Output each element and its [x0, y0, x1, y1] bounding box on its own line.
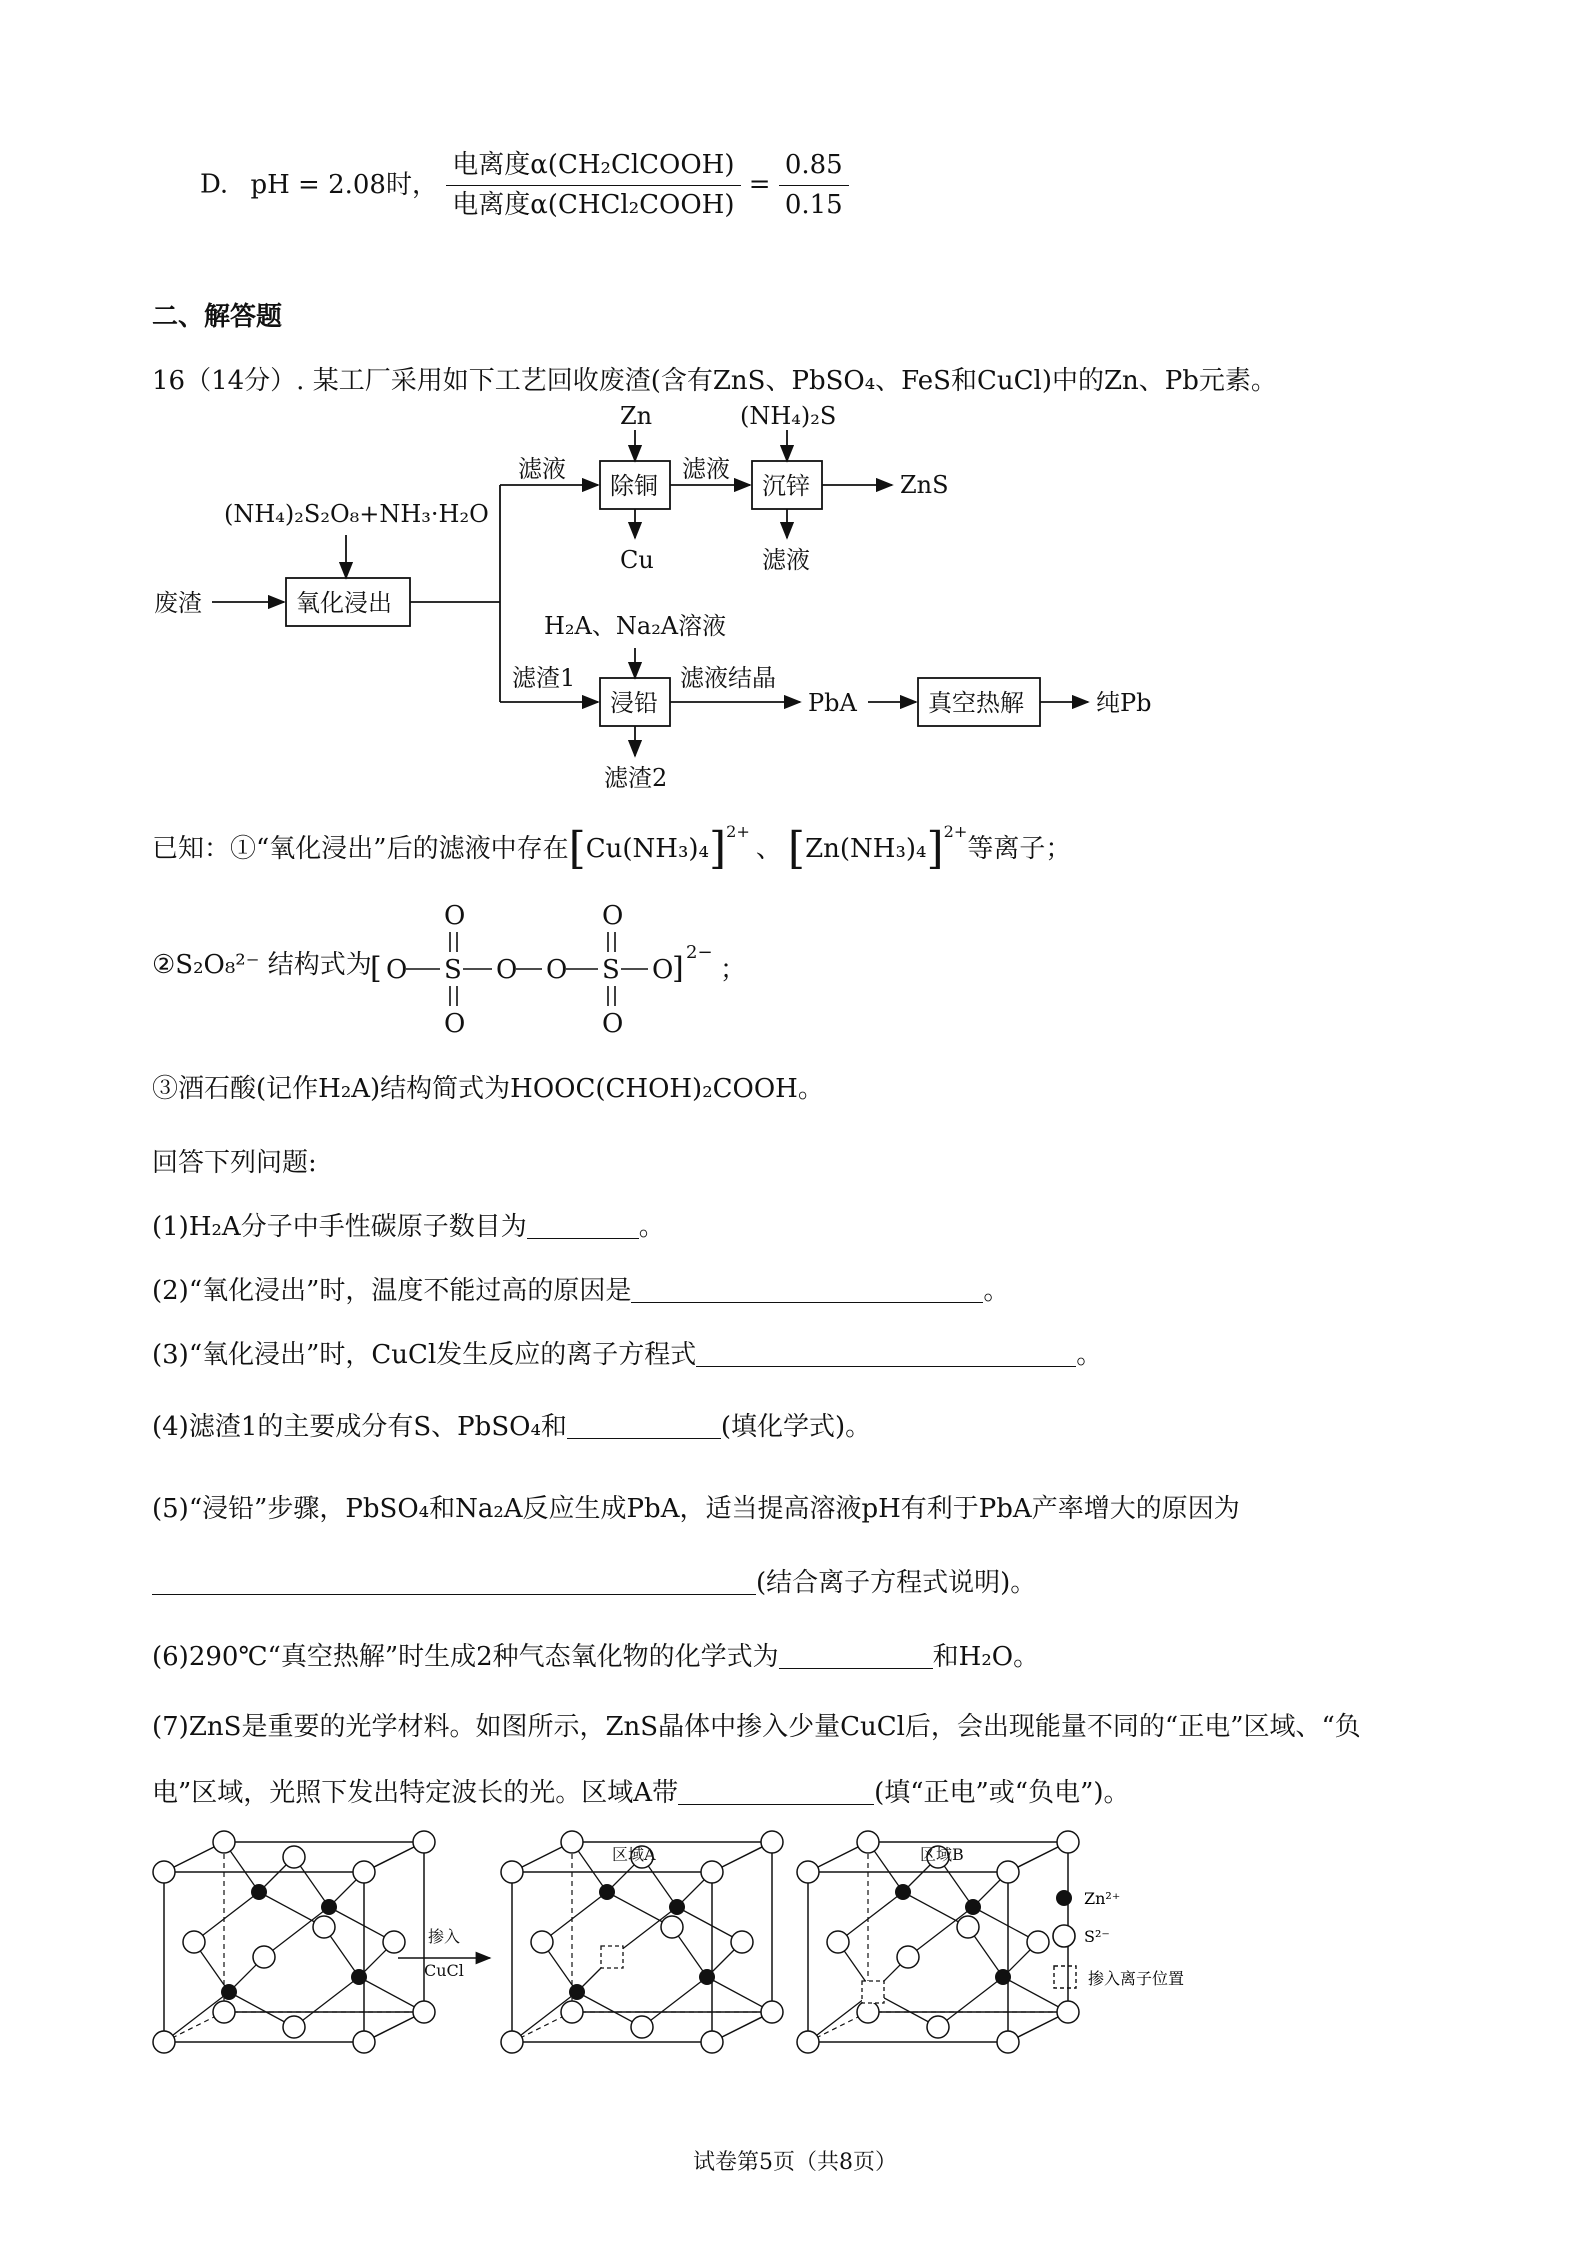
q3-answer-blank[interactable]: [696, 1340, 1076, 1367]
reagent-oxidant: (NH₄)₂S₂O₈+NH₃·H₂O: [224, 500, 489, 528]
q4-tail: (填化学式)。: [720, 1412, 872, 1442]
option-d-denominator: 电离度α(CHCl₂COOH): [452, 190, 735, 221]
q7-tail: (填“正电”或“负电”)。: [874, 1778, 1130, 1808]
q7-text-2: 电”区域，光照下发出特定波长的光。区域A带: [152, 1778, 679, 1808]
complex-charge-2: 2+: [943, 822, 968, 841]
known-1-sep: 、: [755, 834, 782, 864]
sub-question-7: [152, 1712, 1361, 1743]
option-d-value-num: 0.85: [779, 150, 849, 186]
sub-question-6: [152, 1642, 1039, 1673]
option-d-ratio: [446, 150, 740, 221]
q2-tail: 。: [983, 1276, 1010, 1306]
reagent-nh4s: (NH₄)₂S: [740, 402, 837, 430]
ion-charge: 2−: [686, 942, 713, 963]
legend: [1053, 1889, 1184, 1988]
page-footer: 试卷第5页（共8页）: [693, 2150, 897, 2175]
q2-text: (2)“氧化浸出”时，温度不能过高的原因是: [152, 1276, 632, 1306]
atom-s-2: S: [602, 955, 620, 985]
atom-o-top-2: O: [602, 901, 624, 931]
complex-zn: Zn(NH₃)₄: [805, 834, 927, 864]
sub-question-2: [152, 1276, 1009, 1307]
section-title: 二、解答题: [152, 302, 283, 332]
known-1-suffix: 等离子；: [967, 834, 1072, 864]
sub-question-7-cont: [152, 1778, 1130, 1809]
svg-text:]: ]: [672, 951, 684, 986]
option-d-equals: =: [748, 169, 771, 200]
arrow-label-bottom: CuCl: [424, 1961, 464, 1980]
box-vacuum-label: 真空热解: [928, 689, 1024, 717]
option-d-value-den: 0.15: [784, 190, 843, 221]
option-d-condition: pH = 2.08时，: [250, 169, 438, 200]
atom-o-bottom-2: O: [602, 1009, 624, 1039]
complex-cu: Cu(NH₃)₄: [585, 834, 709, 864]
output-pba: PbA: [808, 689, 857, 717]
sub-question-1: [152, 1212, 665, 1243]
q6-tail: 和H₂O。: [932, 1642, 1040, 1672]
label-filtrate: 滤液: [518, 455, 566, 483]
legend-zn-swatch: [1056, 1890, 1072, 1906]
output-residue2: 滤渣2: [604, 764, 668, 792]
label-filtrate2: 滤液: [682, 455, 730, 483]
output-filtrate: 滤液: [762, 546, 810, 574]
output-zns: ZnS: [900, 471, 949, 499]
region-b-label: 区域B: [920, 1845, 964, 1864]
option-d: [200, 150, 849, 221]
legend-site-label: 掺入离子位置: [1088, 1969, 1185, 1988]
reagent-zn: Zn: [620, 402, 653, 430]
legend-site-swatch: [1054, 1966, 1076, 1988]
sub-question-5-cont: [152, 1568, 1036, 1599]
atom-o-top-1: O: [444, 901, 466, 931]
q1-answer-blank[interactable]: [527, 1212, 639, 1239]
box-cu-label: 除铜: [610, 472, 658, 500]
label-crystallize: 滤液结晶: [680, 664, 776, 692]
legend-zn-label: Zn²⁺: [1084, 1889, 1121, 1908]
known-3: ③酒石酸(记作H₂A)结构简式为HOOC(CHOH)₂COOH。: [152, 1074, 824, 1104]
option-d-numerator: 电离度α(CH₂ClCOOH): [446, 150, 740, 186]
arrow-label-top: 掺入: [428, 1927, 461, 1946]
sub-question-5: [152, 1494, 1240, 1525]
answer-intro: 回答下列问题:: [152, 1148, 317, 1178]
q7-text: (7)ZnS是重要的光学材料。如图所示，ZnS晶体中掺入少量CuCl后，会出现能量不同的“正电”区域、“负: [152, 1712, 1361, 1742]
legend-s-label: S²⁻: [1084, 1927, 1110, 1946]
crystal-figure: [0, 1842, 1587, 2072]
atom-o-bottom-1: O: [444, 1009, 466, 1039]
known-1-prefix: 已知：①“氧化浸出”后的滤液中存在: [152, 834, 569, 864]
q3-tail: 。: [1076, 1340, 1103, 1370]
q6-answer-blank[interactable]: [779, 1642, 933, 1669]
q7-answer-blank[interactable]: [678, 1778, 874, 1805]
svg-text:[: [: [370, 951, 382, 986]
option-d-value: [779, 150, 849, 221]
q5-answer-blank[interactable]: [152, 1568, 756, 1595]
question-stem: 16（14分）. 某工厂采用如下工艺回收废渣(含有ZnS、PbSO₄、FeS和CuCl)中的Zn、Pb元素。: [152, 366, 1277, 396]
region-a-label: 区域A: [612, 1845, 656, 1864]
atom-o-bridge-1: O: [496, 955, 518, 985]
q5-tail: (结合离子方程式说明)。: [756, 1568, 1037, 1598]
reagent-h2a: H₂A、Na₂A溶液: [544, 612, 727, 640]
sub-question-3: [152, 1340, 1102, 1371]
output-cu: Cu: [620, 546, 654, 574]
sub-question-4: [152, 1412, 871, 1443]
option-d-label: D.: [200, 169, 229, 200]
box-zn-label: 沉锌: [762, 472, 810, 500]
process-flowchart: [0, 402, 1587, 800]
q1-tail: 。: [638, 1212, 665, 1242]
q4-text: (4)滤渣1的主要成分有S、PbSO₄和: [152, 1412, 567, 1442]
known-1: 已知：①“氧化浸出”后的滤液中存在$[Cu(NH_3)_4]^{2+}$、 $[Zn(NH_3)_4]^{2+}$等离子；: [152, 822, 1072, 874]
output-pure-pb: 纯Pb: [1096, 689, 1152, 717]
atom-o-1: O: [386, 955, 408, 985]
box-oxidize-label: 氧化浸出: [296, 589, 392, 617]
box-pb-label: 浸铅: [610, 689, 658, 717]
q5-text: (5)“浸铅”步骤，PbSO₄和Na₂A反应生成PbA，适当提高溶液pH有利于PbA产率增大的原因为: [152, 1494, 1240, 1524]
persulfate-structure: [360, 898, 780, 1038]
known-2-suffix: ；: [720, 955, 747, 985]
input-waste: 废渣: [154, 589, 202, 617]
q4-answer-blank[interactable]: [567, 1412, 721, 1439]
q1-text: (1)H₂A分子中手性碳原子数目为: [152, 1212, 527, 1242]
known-2-prefix: ②S₂O₈²⁻ 结构式为: [152, 950, 372, 980]
atom-o-bridge-2: O: [546, 955, 568, 985]
label-residue1: 滤渣1: [512, 664, 576, 692]
q2-answer-blank[interactable]: [631, 1276, 983, 1303]
complex-charge-1: 2+: [726, 822, 750, 841]
atom-o-4: O: [652, 955, 674, 985]
q6-text: (6)290℃“真空热解”时生成2种气态氧化物的化学式为: [152, 1642, 779, 1672]
legend-s-swatch: [1053, 1925, 1075, 1947]
q3-text: (3)“氧化浸出”时，CuCl发生反应的离子方程式: [152, 1340, 697, 1370]
atom-s-1: S: [444, 955, 462, 985]
